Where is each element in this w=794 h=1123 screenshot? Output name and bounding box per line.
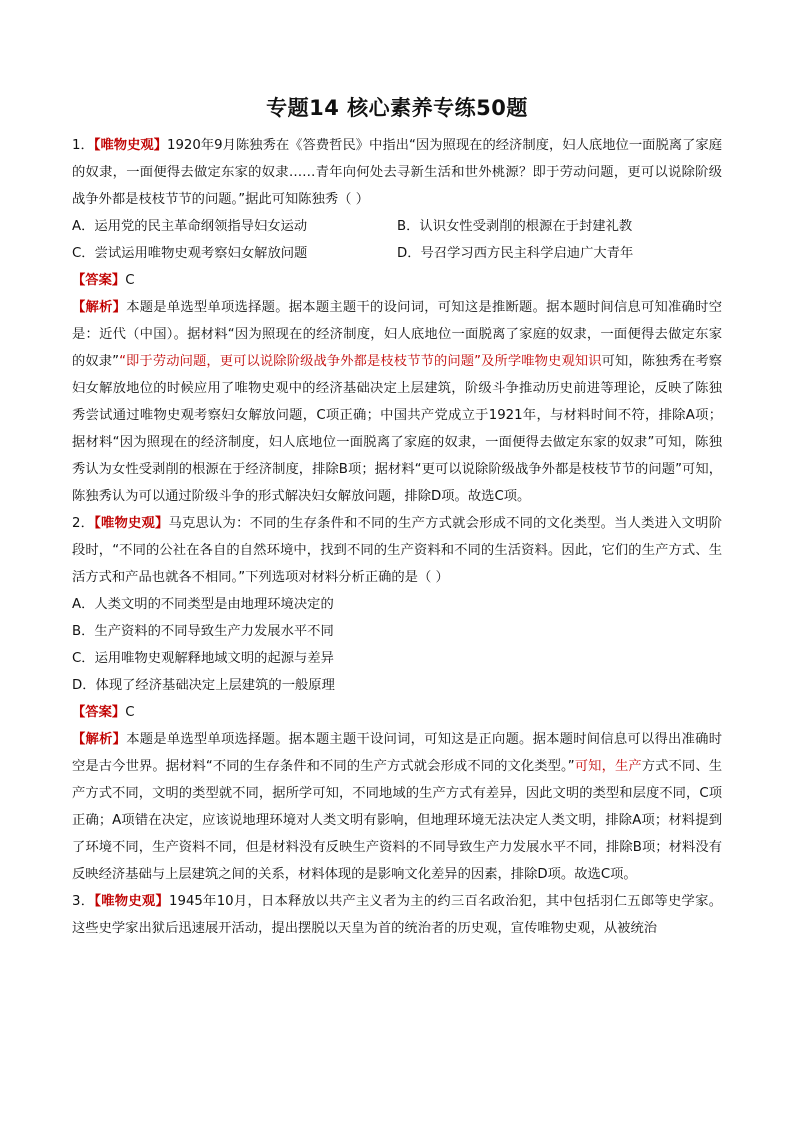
answer-tag: 【答案】 [72, 273, 126, 288]
document-page [72, 92, 722, 942]
page-title: 专题14 核心素养专练50题 [266, 96, 528, 120]
question-tag: 【唯物史观】 [94, 516, 169, 531]
analysis-text: 方式不同、生产方式不同，文明的类型就不同，据所学可知，不同地域的生产方式有差异，因此文明的类型和层度不同，C项正确；A项错在决定，应该说地理环境对人类文明有影响，但地理环境无法决定人类文明，排除A项；材料提到了环境不同，生产资料不同，但是材料没有反映生产资料的不同导致生产力发展水平不同，排除B项；材料没有反映经济基础与上层建筑之间的关系，材料体现的是影响文化差异的因素，排除D项。故选C项。 [72, 759, 723, 882]
option-c: C．运用唯物史观解释地域文明的起源与差异 [72, 651, 334, 666]
analysis-paragraph [72, 726, 722, 888]
question-number: 1． [72, 138, 94, 153]
answer-line [72, 699, 722, 726]
analysis-text: 可知，陈独秀在考察妇女解放地位的时候应用了唯物史观中的经济基础决定上层建筑，阶级斗争推动历史前进等理论，反映了陈独秀尝试通过唯物史观考察妇女解放问题，C项正确；中国共产党成立于1921年，与材料时间不符，排除A项；据材料“因为照现在的经济制度，妇人底地位一面脱离了家庭的奴隶，一面便得去做定东家的奴隶”可知，陈独秀认为女性受剥削的根源在于经济制度，排除B项；据材料“更可以说除阶级战争外都是枝枝节节的问题”可知，陈独秀认为可以通过阶级斗争的形式解决妇女解放问题，排除D项。故选C项。 [72, 354, 723, 504]
option-a: A．人类文明的不同类型是由地理环境决定的 [72, 597, 334, 612]
analysis-highlight: 可知，生产 [574, 759, 642, 774]
options-row [72, 240, 722, 267]
question-2-stem [72, 510, 722, 591]
answer-tag: 【答案】 [72, 705, 126, 720]
question-text: 1945年10月，日本释放以共产主义者为主的约三百名政治犯，其中包括羽仁五郎等史学家。这些史学家出狱后迅速展开活动，提出摆脱以天皇为首的统治者的历史观，宣传唯物史观，从被统治 [72, 894, 722, 936]
question-2 [72, 510, 722, 888]
analysis-tag: 【解析】 [72, 300, 127, 315]
question-3 [72, 888, 722, 942]
question-1-stem [72, 132, 722, 213]
option-b: B．认识女性受剥削的根源在于封建礼教 [397, 219, 633, 234]
options-row [72, 213, 722, 240]
analysis-text: 本题是单选型单项选择题。据本题主题干的设问词，可知这是推断题。据本题时间信息可知准确时空是：近代（中国）。据材料“因为照现在的经济制度，妇人底地位一面脱离了家庭的奴隶，一面便得去做定东家的奴隶” [72, 300, 722, 369]
question-tag: 【唯物史观】 [93, 138, 168, 153]
option-c: C．尝试运用唯物史观考察妇女解放问题 [72, 246, 308, 261]
answer-line [72, 267, 722, 294]
answer-value: C [125, 705, 135, 720]
answer-value: C [125, 273, 135, 288]
analysis-highlight: “即于劳动问题，更可以说除阶级战争外都是枝枝节节的问题”及所学唯物史观知识 [119, 354, 602, 369]
question-1 [72, 132, 722, 510]
question-number: 2． [72, 516, 95, 531]
analysis-paragraph [72, 294, 722, 510]
option-b: B．生产资料的不同导致生产力发展水平不同 [72, 624, 334, 639]
analysis-text: 本题是单选型单项选择题。据本题主题干设问词，可知这是正向题。据本题时间信息可以得出准确时空是古今世界。据材料“不同的生存条件和不同的生产方式就会形成不同的文化类型。” [72, 732, 722, 774]
question-text: 马克思认为：不同的生存条件和不同的生产方式就会形成不同的文化类型。当人类进入文明阶段时，“不同的公社在各自的自然环境中，找到不同的生产资料和不同的生活资料。因此，它们的生产方式、生活方式和产品也就各不相同。”下列选项对材料分析正确的是（ ） [72, 516, 722, 585]
option-d: D．体现了经济基础决定上层建筑的一般原理 [72, 678, 335, 693]
analysis-tag: 【解析】 [72, 732, 127, 747]
option-d: D．号召学习西方民主科学启迪广大青年 [397, 246, 634, 261]
question-3-stem [72, 888, 722, 942]
question-tag: 【唯物史观】 [94, 894, 170, 909]
question-text: 1920年9月陈独秀在《答费哲民》中指出“因为照现在的经济制度，妇人底地位一面脱离了家庭的奴隶，一面便得去做定东家的奴隶……青年向何处去寻新生活和世外桃源？即于劳动问题，更可以说除阶级战争外都是枝枝节节的问题。”据此可知陈独秀（ ） [72, 138, 723, 207]
question-number: 3． [72, 894, 95, 909]
option-a: A．运用党的民主革命纲领指导妇女运动 [72, 219, 308, 234]
